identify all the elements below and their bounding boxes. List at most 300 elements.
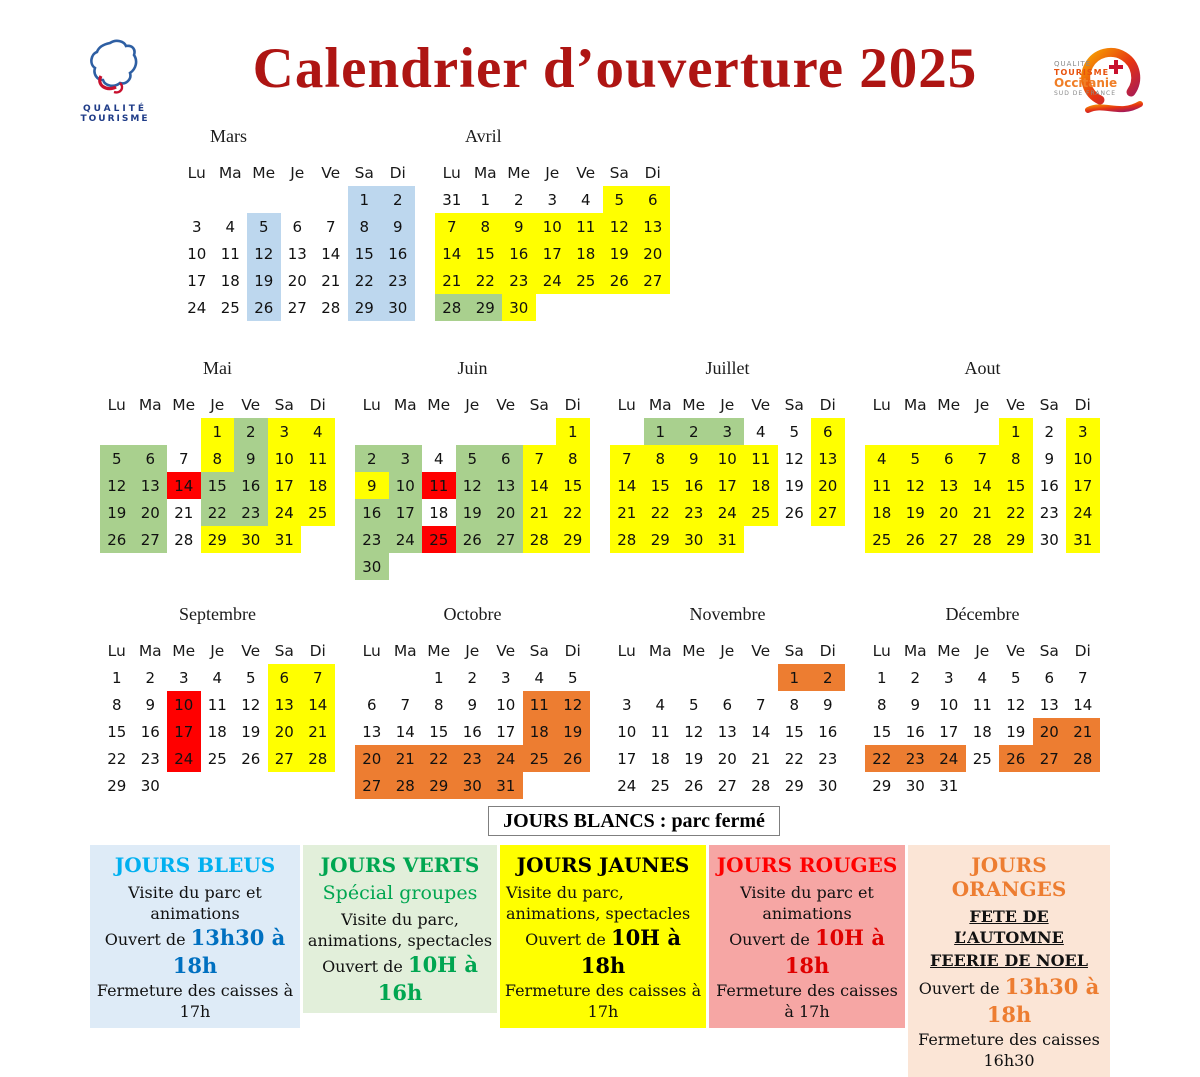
day-cell — [389, 664, 423, 691]
weekday-header: Ve — [321, 164, 341, 182]
day-cell: 16 — [502, 240, 536, 267]
day-cell — [489, 553, 523, 580]
day-cell: 1 — [999, 418, 1033, 445]
day-cell: 2 — [910, 668, 921, 687]
day-cell: 7 — [966, 445, 1000, 472]
legend-line: Ouvert de 10H à 16h — [322, 952, 478, 1005]
day-cell: 10 — [268, 445, 302, 472]
day-cell: 24 — [489, 745, 523, 772]
day-cell: 19 — [100, 499, 134, 526]
day-cell — [932, 418, 966, 445]
weekday-header: Ma — [903, 642, 927, 660]
day-cell — [744, 526, 778, 553]
day-cell: 29 — [556, 526, 590, 553]
weekday-header: Di — [819, 396, 836, 414]
day-cell: 5 — [789, 422, 800, 441]
day-cell: 26 — [684, 776, 704, 795]
weekday-header: Me — [682, 396, 706, 414]
day-cell — [677, 664, 711, 691]
day-cell: 9 — [910, 695, 921, 714]
legend-line: Ouvert de 13h30 à 18h — [918, 974, 1100, 1028]
weekday-header: Ma — [903, 396, 927, 414]
day-cell: 18 — [972, 722, 992, 741]
logo-left-line2: TOURISME — [80, 114, 150, 124]
weekday-header: Ma — [648, 642, 672, 660]
month-title: Décembre — [945, 604, 1020, 624]
day-cell: 14 — [395, 722, 415, 741]
day-cell: 17 — [617, 749, 637, 768]
day-cell: 30 — [381, 294, 415, 321]
day-cell: 4 — [534, 668, 545, 687]
day-cell: 25 — [650, 776, 670, 795]
day-cell: 15 — [644, 472, 678, 499]
weekday-header: Ve — [241, 642, 261, 660]
day-cell: 6 — [722, 695, 733, 714]
day-cell: 8 — [789, 695, 800, 714]
day-cell: 27 — [134, 526, 168, 553]
day-cell — [744, 664, 778, 691]
day-cell — [778, 526, 812, 553]
day-cell: 23 — [677, 499, 711, 526]
day-cell: 29 — [469, 294, 503, 321]
weekday-header: Je — [545, 164, 560, 182]
weekday-header: Di — [644, 164, 661, 182]
calendar-juillet — [610, 358, 845, 580]
weekday-header: Je — [975, 642, 990, 660]
month-title: Mai — [203, 358, 232, 378]
legend-line: Visite du parc et animations — [740, 883, 874, 924]
day-cell: 27 — [355, 772, 389, 799]
day-cell: 18 — [650, 749, 670, 768]
day-cell: 3 — [547, 190, 558, 209]
day-cell: 21 — [321, 271, 341, 290]
day-cell: 6 — [636, 186, 670, 213]
weekday-header: Lu — [442, 164, 461, 182]
day-cell: 15 — [784, 722, 804, 741]
day-cell — [489, 418, 523, 445]
day-cell: 21 — [435, 267, 469, 294]
weekday-header: Ma — [648, 396, 672, 414]
day-cell: 10 — [389, 472, 423, 499]
day-cell: 26 — [100, 526, 134, 553]
weekday-header: Lu — [872, 642, 891, 660]
weekday-header: Je — [210, 396, 225, 414]
day-cell: 15 — [348, 240, 382, 267]
day-cell: 9 — [677, 445, 711, 472]
day-cell: 6 — [932, 445, 966, 472]
day-cell: 28 — [321, 298, 341, 317]
weekday-header: Ma — [138, 642, 162, 660]
day-cell: 14 — [435, 240, 469, 267]
day-cell: 25 — [422, 526, 456, 553]
day-cell: 4 — [977, 668, 988, 687]
day-cell: 17 — [711, 472, 745, 499]
calendar-row-middle — [100, 358, 1100, 580]
day-cell: 11 — [569, 213, 603, 240]
day-cell: 18 — [207, 722, 227, 741]
day-cell: 3 — [191, 217, 202, 236]
day-cell — [711, 664, 745, 691]
day-cell: 21 — [966, 499, 1000, 526]
day-cell: 21 — [751, 749, 771, 768]
day-cell: 20 — [489, 499, 523, 526]
day-cell: 28 — [610, 526, 644, 553]
day-cell — [966, 772, 1000, 799]
day-cell: 7 — [178, 449, 189, 468]
legend-title-jaunes: JOURS JAUNES — [516, 853, 690, 877]
day-cell: 22 — [469, 267, 503, 294]
day-cell: 2 — [355, 445, 389, 472]
day-cell: 23 — [1039, 503, 1059, 522]
weekday-header: Sa — [609, 164, 629, 182]
day-cell: 18 — [523, 718, 557, 745]
day-cell: 6 — [292, 217, 303, 236]
day-cell — [180, 186, 214, 213]
day-cell: 29 — [422, 772, 456, 799]
day-cell: 13 — [134, 472, 168, 499]
day-cell: 25 — [523, 745, 557, 772]
day-cell: 23 — [140, 749, 160, 768]
weekday-header: Sa — [354, 164, 374, 182]
weekday-header: Me — [937, 642, 961, 660]
month-title: Juin — [457, 358, 488, 378]
day-cell: 5 — [1010, 668, 1021, 687]
day-cell: 26 — [603, 267, 637, 294]
day-cell: 6 — [268, 664, 302, 691]
day-cell: 4 — [865, 445, 899, 472]
weekday-header: Je — [210, 642, 225, 660]
day-cell: 23 — [502, 267, 536, 294]
day-cell: 19 — [247, 267, 281, 294]
day-cell: 3 — [1066, 418, 1100, 445]
day-cell: 12 — [556, 691, 590, 718]
day-cell: 19 — [241, 722, 261, 741]
day-cell — [167, 772, 201, 799]
day-cell — [214, 186, 248, 213]
day-cell: 17 — [939, 722, 959, 741]
day-cell: 1 — [480, 190, 491, 209]
day-cell — [100, 418, 134, 445]
day-cell: 30 — [905, 776, 925, 795]
legend-line: Visite du parc et animations — [128, 883, 262, 924]
day-cell: 12 — [899, 472, 933, 499]
day-cell: 7 — [1077, 668, 1088, 687]
day-cell: 1 — [111, 668, 122, 687]
weekday-header: Di — [1074, 642, 1091, 660]
weekday-header: Lu — [617, 396, 636, 414]
weekday-header: Sa — [529, 642, 549, 660]
day-cell — [167, 418, 201, 445]
day-cell: 8 — [644, 445, 678, 472]
day-cell: 29 — [872, 776, 892, 795]
day-cell: 16 — [677, 472, 711, 499]
day-cell: 2 — [677, 418, 711, 445]
day-cell: 11 — [744, 445, 778, 472]
day-cell: 16 — [355, 499, 389, 526]
day-cell: 22 — [644, 499, 678, 526]
day-cell: 6 — [811, 418, 845, 445]
day-cell: 13 — [636, 213, 670, 240]
day-cell: 22 — [107, 749, 127, 768]
day-cell: 25 — [207, 749, 227, 768]
day-cell: 30 — [456, 772, 490, 799]
day-cell: 13 — [1039, 695, 1059, 714]
day-cell: 22 — [556, 499, 590, 526]
weekday-header: Ma — [393, 642, 417, 660]
day-cell: 2 — [1044, 422, 1055, 441]
day-cell: 14 — [751, 722, 771, 741]
day-cell: 8 — [348, 213, 382, 240]
day-cell: 30 — [677, 526, 711, 553]
weekday-header: Ma — [138, 396, 162, 414]
legend-line: FEERIE DE NOEL — [930, 951, 1088, 971]
legend-line: Ouvert de 10H à 18h — [729, 925, 885, 978]
day-cell: 30 — [355, 553, 389, 580]
day-cell: 18 — [301, 472, 335, 499]
day-cell: 10 — [711, 445, 745, 472]
logo-right-line2: TOURISME — [1054, 68, 1110, 78]
weekday-header: Me — [427, 396, 451, 414]
day-cell: 25 — [569, 267, 603, 294]
day-cell: 20 — [268, 718, 302, 745]
day-cell: 6 — [489, 445, 523, 472]
day-cell: 3 — [711, 418, 745, 445]
weekday-header: Lu — [362, 642, 381, 660]
day-cell: 24 — [617, 776, 637, 795]
day-cell — [422, 553, 456, 580]
day-cell: 11 — [301, 445, 335, 472]
day-cell: 14 — [321, 244, 341, 263]
day-cell: 6 — [1044, 668, 1055, 687]
day-cell: 15 — [556, 472, 590, 499]
weekday-header: Me — [427, 642, 451, 660]
day-cell: 16 — [905, 722, 925, 741]
day-cell: 20 — [355, 745, 389, 772]
day-cell: 24 — [711, 499, 745, 526]
legend-line: FETE DE L’AUTOMNE — [954, 907, 1064, 948]
weekday-header: Ve — [1006, 396, 1026, 414]
month-title: Aout — [964, 358, 1001, 378]
day-cell: 12 — [100, 472, 134, 499]
day-cell — [523, 772, 557, 799]
legend-hours: 13h30 à 18h — [172, 925, 286, 978]
day-cell — [301, 772, 335, 799]
legend-line: Ouvert de 10H à 18h — [525, 925, 681, 978]
day-cell: 22 — [348, 267, 382, 294]
weekday-header: Lu — [872, 396, 891, 414]
weekday-header: Di — [819, 642, 836, 660]
day-cell: 13 — [287, 244, 307, 263]
day-cell: 19 — [603, 240, 637, 267]
day-cell: 31 — [711, 526, 745, 553]
day-cell: 25 — [865, 526, 899, 553]
weekday-header: Je — [465, 396, 480, 414]
day-cell: 16 — [462, 722, 482, 741]
day-cell: 27 — [287, 298, 307, 317]
day-cell: 10 — [1066, 445, 1100, 472]
day-cell: 23 — [234, 499, 268, 526]
day-cell: 1 — [201, 418, 235, 445]
day-cell: 27 — [717, 776, 737, 795]
day-cell: 13 — [811, 445, 845, 472]
weekday-header: Ve — [751, 396, 771, 414]
calendar-mai — [100, 358, 335, 580]
day-cell: 21 — [389, 745, 423, 772]
day-cell: 11 — [650, 722, 670, 741]
day-cell: 9 — [145, 695, 156, 714]
day-cell: 20 — [932, 499, 966, 526]
month-title: Avril — [465, 126, 502, 146]
legend-hours: 10H à 16h — [377, 952, 478, 1005]
day-cell: 15 — [469, 240, 503, 267]
day-cell — [355, 664, 389, 691]
day-cell — [536, 294, 570, 321]
day-cell — [556, 772, 590, 799]
day-cell: 7 — [435, 213, 469, 240]
weekday-header: Ve — [1006, 642, 1026, 660]
day-cell: 16 — [1039, 476, 1059, 495]
day-cell: 10 — [617, 722, 637, 741]
day-cell — [636, 294, 670, 321]
day-cell: 9 — [502, 213, 536, 240]
day-cell: 13 — [362, 722, 382, 741]
day-cell: 26 — [247, 294, 281, 321]
day-cell: 24 — [536, 267, 570, 294]
day-cell: 21 — [1066, 718, 1100, 745]
day-cell: 25 — [972, 749, 992, 768]
day-cell — [389, 418, 423, 445]
legend-line: Fermeture des caisses à 17h — [504, 980, 702, 1021]
day-cell: 20 — [636, 240, 670, 267]
weekday-header: Je — [720, 642, 735, 660]
day-cell: 11 — [972, 695, 992, 714]
day-cell: 27 — [489, 526, 523, 553]
calendar-aout — [865, 358, 1100, 580]
day-cell: 28 — [523, 526, 557, 553]
month-title: Juillet — [705, 358, 750, 378]
month-title: Mars — [210, 126, 247, 146]
day-cell: 7 — [755, 695, 766, 714]
day-cell: 27 — [636, 267, 670, 294]
day-cell — [281, 186, 315, 213]
day-cell: 17 — [1066, 472, 1100, 499]
day-cell: 8 — [201, 445, 235, 472]
day-cell: 17 — [536, 240, 570, 267]
day-cell: 1 — [876, 668, 887, 687]
weekday-header: Me — [172, 396, 196, 414]
legend-hours: 10H à 18h — [784, 925, 885, 978]
day-cell — [301, 526, 335, 553]
weekday-header: Ma — [473, 164, 497, 182]
weekday-header: Je — [720, 396, 735, 414]
day-cell: 13 — [932, 472, 966, 499]
day-cell: 22 — [865, 745, 899, 772]
day-cell: 29 — [348, 294, 382, 321]
calendar-juin — [355, 358, 590, 580]
calendar-row-top — [180, 126, 670, 321]
day-cell — [899, 418, 933, 445]
legend-line: Visite du parc, animations, spectacles — [506, 883, 691, 924]
day-cell: 17 — [167, 718, 201, 745]
weekday-header: Di — [564, 642, 581, 660]
day-cell: 10 — [496, 695, 516, 714]
weekday-header: Ve — [751, 642, 771, 660]
day-cell: 17 — [496, 722, 516, 741]
day-cell: 9 — [234, 445, 268, 472]
day-cell — [865, 418, 899, 445]
day-cell — [644, 664, 678, 691]
day-cell: 30 — [818, 776, 838, 795]
weekday-header: Lu — [617, 642, 636, 660]
day-cell: 12 — [241, 695, 261, 714]
day-cell: 10 — [939, 695, 959, 714]
weekday-header: Je — [975, 396, 990, 414]
day-cell: 8 — [433, 695, 444, 714]
day-cell: 11 — [865, 472, 899, 499]
day-cell — [610, 664, 644, 691]
weekday-header: Me — [172, 642, 196, 660]
day-cell: 28 — [435, 294, 469, 321]
weekday-header: Me — [937, 396, 961, 414]
day-cell: 30 — [502, 294, 536, 321]
day-cell: 29 — [999, 526, 1033, 553]
day-cell: 12 — [684, 722, 704, 741]
weekday-header: Sa — [784, 642, 804, 660]
day-cell: 6 — [134, 445, 168, 472]
legend-title-oranges: JOURS ORANGES — [951, 853, 1067, 901]
day-cell: 23 — [355, 526, 389, 553]
day-cell: 31 — [1066, 526, 1100, 553]
month-title: Octobre — [443, 604, 502, 624]
day-cell: 14 — [1073, 695, 1093, 714]
day-cell — [247, 186, 281, 213]
day-cell: 18 — [569, 240, 603, 267]
day-cell: 16 — [234, 472, 268, 499]
day-cell: 3 — [178, 668, 189, 687]
day-cell: 31 — [268, 526, 302, 553]
day-cell: 5 — [245, 668, 256, 687]
weekday-header: Sa — [529, 396, 549, 414]
france-outline-icon — [76, 38, 154, 100]
legend-oranges — [908, 845, 1110, 1077]
day-cell: 16 — [818, 722, 838, 741]
day-cell: 26 — [241, 749, 261, 768]
day-cell: 4 — [755, 422, 766, 441]
day-cell: 11 — [207, 695, 227, 714]
day-cell — [134, 418, 168, 445]
weekday-header: Di — [309, 642, 326, 660]
day-cell — [556, 553, 590, 580]
day-cell: 20 — [134, 499, 168, 526]
logo-right-line3: Occitanie — [1054, 76, 1118, 91]
legend-bleus — [90, 845, 300, 1028]
day-cell: 29 — [201, 526, 235, 553]
day-cell: 11 — [422, 472, 456, 499]
legend-line: Ouvert de 13h30 à 18h — [104, 925, 286, 978]
day-cell: 8 — [111, 695, 122, 714]
day-cell — [523, 553, 557, 580]
day-cell: 25 — [301, 499, 335, 526]
day-cell — [1033, 772, 1067, 799]
legend-verts — [303, 845, 497, 1013]
day-cell: 14 — [523, 472, 557, 499]
day-cell: 1 — [348, 186, 382, 213]
day-cell — [1066, 772, 1100, 799]
day-cell: 28 — [389, 772, 423, 799]
weekday-header: Sa — [1039, 642, 1059, 660]
day-cell — [603, 294, 637, 321]
legend-rouges — [709, 845, 905, 1028]
